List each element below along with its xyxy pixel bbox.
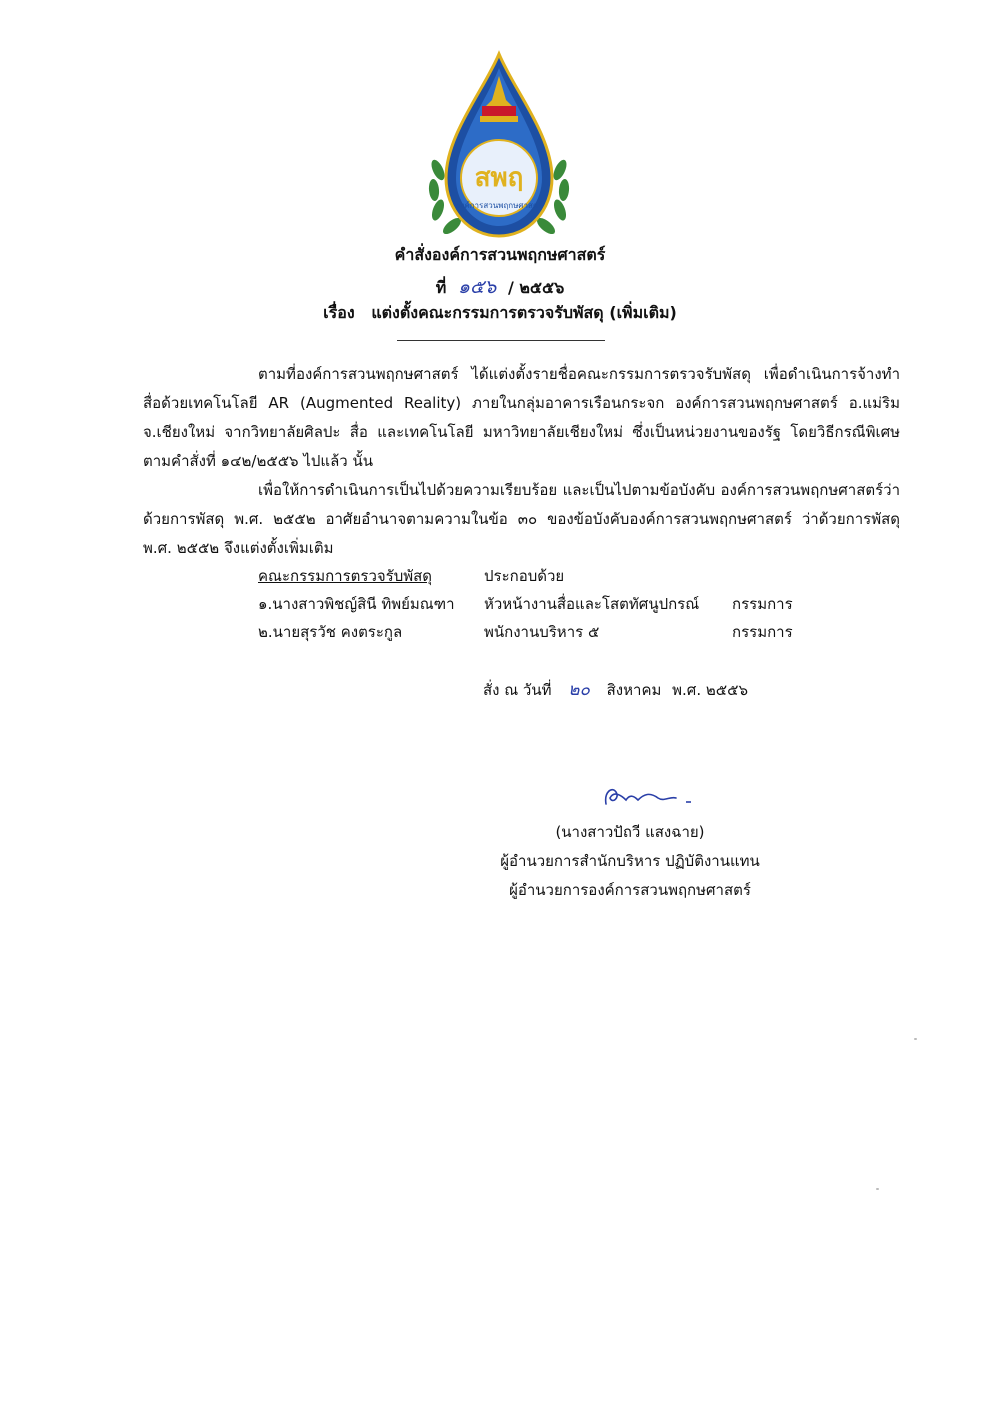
organization-logo	[424, 50, 574, 242]
order-number-prefix: ที่	[435, 278, 447, 297]
scan-speck	[914, 1038, 917, 1040]
scan-speck	[876, 1188, 879, 1190]
svg-text:สพฤ: สพฤ	[474, 163, 524, 193]
paragraph-1	[143, 360, 900, 476]
member-2-name: ๒.นายสุรวัช คงตระกูล	[258, 623, 403, 641]
date-month: สิงหาคม	[606, 681, 662, 699]
order-number	[0, 272, 1000, 302]
subject-text: แต่งตั้งคณะกรรมการตรวจรับพัสดุ (เพิ่มเติม)	[371, 303, 677, 322]
signer-title-1: ผู้อำนวยการสำนักบริหาร ปฏิบัติงานแทน	[500, 852, 760, 870]
date-prefix: สั่ง ณ วันที่	[483, 681, 552, 699]
member-2-position: พนักงานบริหาร ๕	[484, 623, 600, 641]
member-2-role: กรรมการ	[732, 623, 793, 641]
signer-title-2: ผู้อำนวยการองค์การสวนพฤกษศาสตร์	[509, 881, 751, 899]
order-subject	[0, 301, 1000, 326]
committee-composed-of: ประกอบด้วย	[484, 567, 565, 585]
paragraph-2	[143, 476, 900, 563]
paragraph-1-text: ตามที่องค์การสวนพฤกษศาสตร์ ได้แต่งตั้งรายชื่อคณะกรรมการตรวจรับพัสดุ เพื่อดำเนินการจ้างทำสื่อด้วยเทคโนโลยี AR (Augmented Reality) ภายในกลุ่มอาคารเรือนกระจก องค์การสวนพฤกษศาสตร์ อ.แม่ริม จ.เชียงใหม่ จากวิทยาลัยศิลปะ สื่อ และเทคโนโลยี มหาวิทยาลัยเชียงใหม่ ซึ่งเป็นหน่วยงานของรัฐ โดยวิธีกรณีพิเศษ ตามคำสั่งที่ ๑๔๒/๒๕๕๖ ไปแล้ว นั้น	[143, 365, 900, 470]
signer-name: (นางสาวปัถวี แสงฉาย)	[555, 823, 705, 841]
order-date	[483, 676, 754, 704]
member-1-position: หัวหน้างานสื่อและโสตทัศนูปกรณ์	[484, 595, 700, 613]
svg-text:องค์การสวนพฤกษศาสตร์: องค์การสวนพฤกษศาสตร์	[455, 201, 543, 210]
handwritten-signature	[600, 782, 700, 812]
subject-label: เรื่อง	[323, 303, 355, 322]
header-divider	[397, 340, 605, 341]
member-1-name: ๑.นางสาวพิชญ์สินี ทิพย์มณฑา	[258, 595, 455, 613]
date-day-handwritten: ๒๐	[568, 680, 590, 700]
date-year: พ.ศ. ๒๕๕๖	[672, 681, 748, 699]
order-number-handwritten: ๑๕๖	[457, 276, 497, 298]
member-1-role: กรรมการ	[732, 595, 793, 613]
paragraph-2-text: เพื่อให้การดำเนินการเป็นไปด้วยความเรียบร้อย และเป็นไปตามข้อบังคับ องค์การสวนพฤกษศาสตร์ว่าด้วยการพัสดุ พ.ศ. ๒๕๕๒ อาศัยอำนาจตามความในข้อ ๓๐ ของข้อบังคับองค์การสวนพฤกษศาสตร์ ว่าด้วยการพัสดุ พ.ศ. ๒๕๕๒ จึงแต่งตั้งเพิ่มเติม	[143, 481, 900, 557]
committee-heading: คณะกรรมการตรวจรับพัสดุ	[258, 567, 433, 585]
order-number-year: / ๒๕๕๖	[507, 278, 565, 297]
order-title: คำสั่งองค์การสวนพฤกษศาสตร์	[394, 245, 606, 264]
